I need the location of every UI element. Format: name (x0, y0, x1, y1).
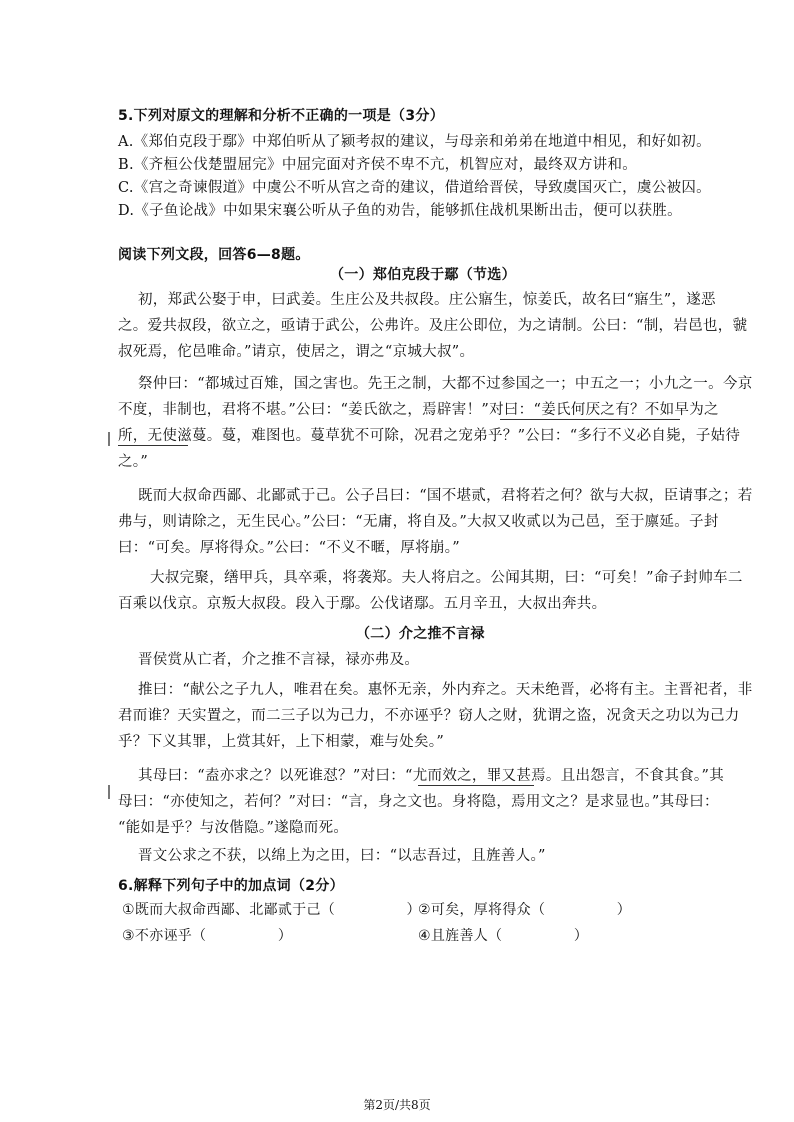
passage2-line: 乎？下义其罪，上赏其奸，上下相蒙，难与处矣。” (118, 734, 445, 750)
q5-option-a: A.《郑伯克段于鄢》中郑伯听从了颍考叔的建议，与母亲和弟弟在地道中相见，和好如初。 (118, 134, 711, 150)
passage1-line: 既而大叔命西鄙、北鄙贰于己。公子吕曰：“国不堪贰，君将若之何？欲与大叔，臣请事之；若 (138, 488, 753, 504)
passage1-line: 所，无使滋蔓。蔓，难图也。蔓草犹不可除，况君之宠弟乎？”公曰：“多行不义必自毙，子姑待 (118, 428, 741, 444)
passage1-line: 弗与，则请除之，无生民心。”公曰：“无庸，将自及。”大叔又收贰以为己邑，至于廪延。子封 (118, 514, 719, 530)
q5-option-d: D.《子鱼论战》中如果宋襄公听从子鱼的劝告，能够抓住战机果断出击，便可以获胜。 (118, 203, 682, 219)
passage2-line: 晋文公求之不获，以绵上为之田，曰：“以志吾过，且旌善人。” (138, 848, 546, 864)
q6-item-3: ③不亦诬乎（ ） (122, 928, 293, 944)
passage1-line: 祭仲曰：“都城过百雉，国之害也。先王之制，大都不过参国之一；中五之一；小九之一。今京 (138, 376, 753, 392)
q6-item-1: ①既而大叔命西鄙、北鄙贰于己（ ） (122, 902, 421, 918)
passage1-line: 大叔完聚，缮甲兵，具卒乘，将袭郑。夫人将启之。公闻其期，曰：“可矣！”命子封帅车二 (150, 570, 743, 586)
q5-stem: 5.下列对原文的理解和分析不正确的一项是（3分） (118, 108, 444, 124)
passage1-line: 不度，非制也，君将不堪。”公曰：“姜氏欲之，焉辟害！”对曰：“姜氏何厌之有？不如早为之 (118, 402, 719, 418)
underline-mark (418, 785, 534, 786)
scan-mark (108, 785, 110, 799)
underline-mark (500, 419, 680, 420)
passage1-line: 之。” (118, 454, 149, 470)
passage2-line: 母曰：“亦使知之，若何？”对曰：“言，身之文也。身将隐，焉用文之？是求显也。”其母曰： (118, 794, 719, 810)
passage2-line: 推曰：“献公之子九人，唯君在矣。惠怀无亲，外内弃之。天未绝晋，必将有主。主晋祀者，非 (138, 682, 753, 698)
passage1-line: 叔死焉，佗邑唯命。”请京，使居之，谓之“京城大叔”。 (118, 344, 475, 360)
q6-item-4: ④且旌善人（ ） (418, 928, 589, 944)
q5-option-c: C.《宫之奇谏假道》中虞公不听从宫之奇的建议，借道给晋侯，导致虞国灭亡，虞公被囚。 (118, 180, 711, 196)
passage2-line: 君而谁？天实置之，而二三子以为己力，不亦诬乎？窃人之财，犹谓之盗，况贪天之功以为己力 (118, 708, 740, 724)
passage2-line: 晋侯赏从亡者，介之推不言禄，禄亦弗及。 (138, 652, 420, 668)
page-number: 第2页/共8页 (363, 1098, 431, 1112)
passage1-line: 初，郑武公娶于申，曰武姜。生庄公及共叔段。庄公寤生，惊姜氏，故名曰“寤生”，遂恶 (138, 292, 716, 308)
passage2-line: “能如是乎？与汝偕隐。”遂隐而死。 (118, 820, 349, 836)
q6-item-2: ②可矣，厚将得众（ ） (418, 902, 632, 918)
reading-intro: 阅读下列文段，回答6—8题。 (118, 247, 310, 263)
passage1-line: 百乘以伐京。京叛大叔段。段入于鄢。公伐诸鄢。五月辛丑，大叔出奔共。 (118, 596, 607, 612)
passage1-line: 之。爱共叔段，欲立之，亟请于武公，公弗许。及庄公即位，为之请制。公曰：“制，岩邑也，虢 (118, 318, 748, 334)
q5-option-b: B.《齐桓公伐楚盟屈完》中屈完面对齐侯不卑不亢，机智应对，最终双方讲和。 (118, 157, 638, 173)
passage2-line: 其母曰：“盍亦求之？以死谁怼？”对曰：“尤而效之，罪又甚焉。且出怨言，不食其食。”其 (138, 768, 724, 784)
q6-stem: 6.解释下列句子中的加点词（2分） (118, 878, 344, 894)
passage2-title: （二）介之推不言禄 (356, 626, 485, 642)
scan-mark (108, 432, 110, 446)
underline-mark (118, 445, 188, 446)
passage1-title: （一）郑伯克段于鄢（节选） (330, 267, 516, 283)
passage1-line: 曰：“可矣。厚将得众。”公曰：“不义不暱，厚将崩。” (118, 540, 460, 556)
